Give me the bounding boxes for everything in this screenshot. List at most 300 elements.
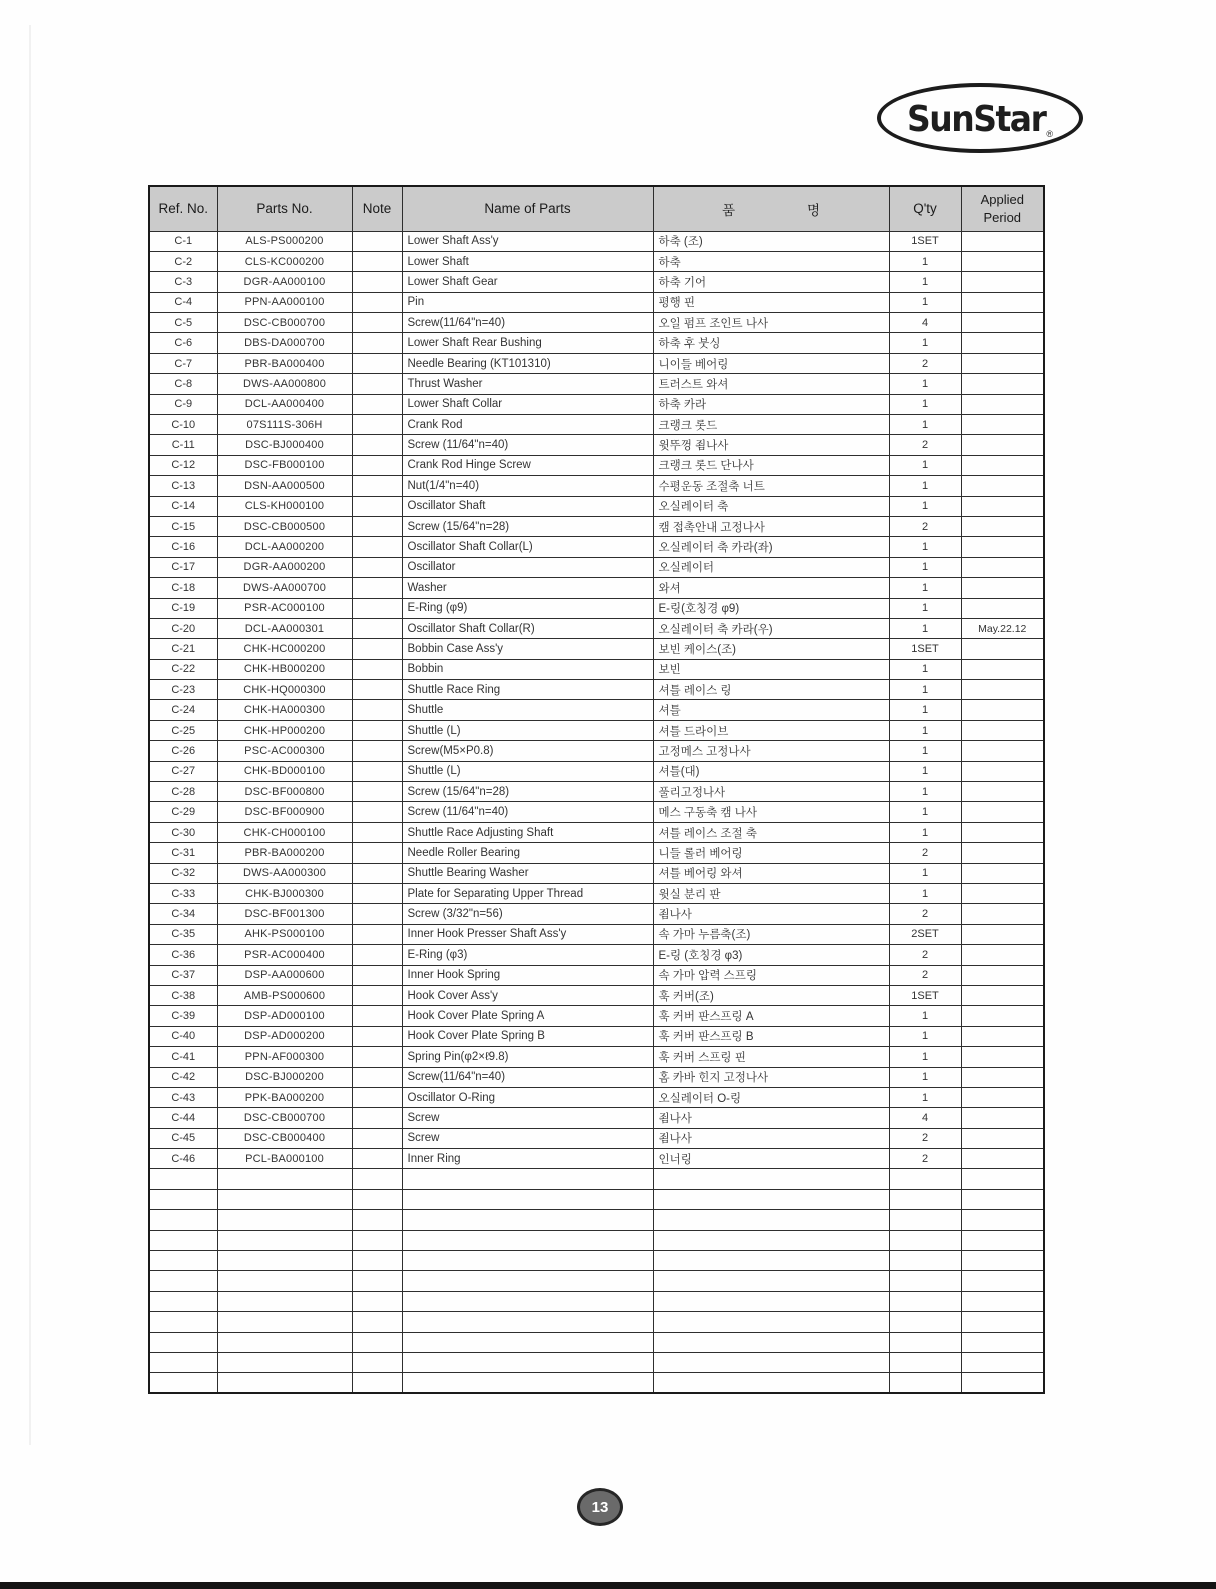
cell-note	[352, 394, 402, 414]
cell-korean-name	[653, 1312, 889, 1332]
cell-qty: 1	[889, 782, 961, 802]
cell-qty: 1	[889, 1047, 961, 1067]
cell-parts-no: DSP-AD000200	[217, 1026, 352, 1046]
cell-note	[352, 863, 402, 883]
cell-name-of-parts: Hook Cover Plate Spring B	[402, 1026, 653, 1046]
cell-note	[352, 1006, 402, 1026]
cell-applied-period	[961, 1108, 1044, 1128]
cell-qty	[889, 1332, 961, 1352]
cell-name-of-parts: Plate for Separating Upper Thread	[402, 884, 653, 904]
cell-applied-period	[961, 1169, 1044, 1189]
cell-note	[352, 353, 402, 373]
table-row	[149, 1189, 1044, 1209]
cell-ref-no: C-22	[149, 659, 217, 679]
cell-korean-name	[653, 1271, 889, 1291]
cell-name-of-parts: Hook Cover Ass'y	[402, 985, 653, 1005]
cell-name-of-parts: Shuttle Race Ring	[402, 680, 653, 700]
cell-note	[352, 884, 402, 904]
cell-qty: 1SET	[889, 639, 961, 659]
cell-name-of-parts: Shuttle Race Adjusting Shaft	[402, 822, 653, 842]
cell-applied-period	[961, 720, 1044, 740]
cell-note	[352, 618, 402, 638]
cell-parts-no: CLS-KC000200	[217, 251, 352, 271]
cell-qty: 1	[889, 251, 961, 271]
cell-note	[352, 843, 402, 863]
cell-ref-no: C-15	[149, 516, 217, 536]
cell-qty: 1SET	[889, 231, 961, 251]
cell-qty: 1	[889, 700, 961, 720]
cell-note	[352, 231, 402, 251]
cell-ref-no: C-27	[149, 761, 217, 781]
cell-ref-no: C-3	[149, 272, 217, 292]
cell-ref-no	[149, 1291, 217, 1311]
cell-applied-period	[961, 802, 1044, 822]
table-row	[149, 945, 1044, 965]
cell-note	[352, 251, 402, 271]
cell-name-of-parts: Screw(11/64"n=40)	[402, 313, 653, 333]
parts-table	[148, 185, 1045, 1394]
cell-applied-period	[961, 394, 1044, 414]
cell-name-of-parts: Spring Pin(φ2×ℓ9.8)	[402, 1047, 653, 1067]
table-row	[149, 374, 1044, 394]
cell-note	[352, 598, 402, 618]
cell-note	[352, 1087, 402, 1107]
cell-ref-no: C-45	[149, 1128, 217, 1148]
col-header-name-of-parts: Name of Parts	[402, 186, 653, 231]
cell-korean-name: 훅 커버 판스프링 B	[653, 1026, 889, 1046]
cell-applied-period	[961, 435, 1044, 455]
cell-korean-name: 보빈	[653, 659, 889, 679]
cell-korean-name: 메스 구동축 캠 나사	[653, 802, 889, 822]
page-number: 13	[591, 1498, 609, 1516]
cell-ref-no: C-29	[149, 802, 217, 822]
cell-note	[352, 272, 402, 292]
cell-ref-no	[149, 1352, 217, 1372]
cell-qty: 1	[889, 537, 961, 557]
cell-korean-name	[653, 1169, 889, 1189]
cell-korean-name: 니이들 베어링	[653, 353, 889, 373]
cell-applied-period	[961, 741, 1044, 761]
cell-ref-no	[149, 1373, 217, 1393]
cell-korean-name: 캠 접촉안내 고정나사	[653, 516, 889, 536]
cell-applied-period	[961, 863, 1044, 883]
table-row	[149, 1047, 1044, 1067]
cell-parts-no: CHK-HB000200	[217, 659, 352, 679]
cell-parts-no: DWS-AA000300	[217, 863, 352, 883]
cell-parts-no: DSC-BJ000200	[217, 1067, 352, 1087]
scan-artifact-line	[29, 25, 31, 1445]
cell-name-of-parts: Screw(M5×P0.8)	[402, 741, 653, 761]
cell-qty: 1	[889, 292, 961, 312]
sunstar-logo-text: SunStar	[907, 96, 1046, 140]
cell-qty: 1	[889, 496, 961, 516]
cell-qty: 1	[889, 598, 961, 618]
cell-name-of-parts: Oscillator Shaft	[402, 496, 653, 516]
cell-korean-name: 하축 후 붓싱	[653, 333, 889, 353]
cell-ref-no: C-6	[149, 333, 217, 353]
cell-note	[352, 537, 402, 557]
cell-applied-period	[961, 374, 1044, 394]
table-row	[149, 863, 1044, 883]
cell-korean-name: 하축 (조)	[653, 231, 889, 251]
cell-applied-period	[961, 965, 1044, 985]
cell-note	[352, 945, 402, 965]
cell-name-of-parts: Thrust Washer	[402, 374, 653, 394]
cell-name-of-parts: Bobbin	[402, 659, 653, 679]
cell-qty: 4	[889, 313, 961, 333]
cell-name-of-parts: Screw	[402, 1108, 653, 1128]
cell-qty: 1	[889, 1087, 961, 1107]
cell-ref-no: C-39	[149, 1006, 217, 1026]
table-row	[149, 1108, 1044, 1128]
sunstar-logo	[877, 83, 1083, 153]
cell-applied-period	[961, 1352, 1044, 1372]
cell-parts-no: DSC-BF001300	[217, 904, 352, 924]
table-row	[149, 598, 1044, 618]
cell-ref-no: C-7	[149, 353, 217, 373]
cell-applied-period	[961, 476, 1044, 496]
cell-note	[352, 1332, 402, 1352]
cell-parts-no: DSP-AA000600	[217, 965, 352, 985]
cell-applied-period	[961, 1271, 1044, 1291]
cell-ref-no: C-26	[149, 741, 217, 761]
cell-ref-no: C-35	[149, 924, 217, 944]
cell-korean-name: 셔틀	[653, 700, 889, 720]
cell-parts-no: DGR-AA000200	[217, 557, 352, 577]
cell-note	[352, 822, 402, 842]
cell-name-of-parts: Oscillator Shaft Collar(R)	[402, 618, 653, 638]
cell-note	[352, 985, 402, 1005]
cell-ref-no	[149, 1230, 217, 1250]
cell-name-of-parts	[402, 1373, 653, 1393]
cell-qty: 2	[889, 843, 961, 863]
cell-ref-no: C-8	[149, 374, 217, 394]
cell-qty	[889, 1373, 961, 1393]
cell-korean-name: 죔나사	[653, 1108, 889, 1128]
cell-korean-name: 보빈 케이스(조)	[653, 639, 889, 659]
cell-qty: 1	[889, 1067, 961, 1087]
cell-name-of-parts: Crank Rod	[402, 415, 653, 435]
cell-name-of-parts	[402, 1271, 653, 1291]
cell-note	[352, 1128, 402, 1148]
cell-parts-no	[217, 1230, 352, 1250]
cell-name-of-parts: Hook Cover Plate Spring A	[402, 1006, 653, 1026]
cell-note	[352, 292, 402, 312]
table-row	[149, 333, 1044, 353]
cell-korean-name	[653, 1189, 889, 1209]
cell-qty: 4	[889, 1108, 961, 1128]
cell-parts-no: DWS-AA000700	[217, 578, 352, 598]
korean-title-right: 명	[807, 202, 821, 218]
cell-applied-period	[961, 272, 1044, 292]
cell-qty: 1	[889, 1026, 961, 1046]
cell-note	[352, 1230, 402, 1250]
cell-note	[352, 333, 402, 353]
cell-parts-no: PSR-AC000100	[217, 598, 352, 618]
cell-parts-no: DSC-CB000700	[217, 313, 352, 333]
cell-qty: 1	[889, 680, 961, 700]
table-row	[149, 516, 1044, 536]
cell-qty: 2SET	[889, 924, 961, 944]
cell-parts-no: AMB-PS000600	[217, 985, 352, 1005]
cell-applied-period	[961, 843, 1044, 863]
cell-name-of-parts: Oscillator Shaft Collar(L)	[402, 537, 653, 557]
cell-qty: 1	[889, 394, 961, 414]
cell-korean-name: 훅 커버(조)	[653, 985, 889, 1005]
cell-korean-name: 하축 카라	[653, 394, 889, 414]
cell-korean-name: 와셔	[653, 578, 889, 598]
cell-applied-period	[961, 415, 1044, 435]
cell-note	[352, 516, 402, 536]
cell-qty: 2	[889, 965, 961, 985]
cell-name-of-parts	[402, 1332, 653, 1352]
cell-name-of-parts	[402, 1230, 653, 1250]
cell-note	[352, 1189, 402, 1209]
cell-korean-name: E-링(호칭경 φ9)	[653, 598, 889, 618]
cell-applied-period	[961, 1332, 1044, 1352]
cell-korean-name: 풀리고정나사	[653, 782, 889, 802]
cell-name-of-parts: Screw	[402, 1128, 653, 1148]
cell-ref-no	[149, 1169, 217, 1189]
cell-ref-no: C-10	[149, 415, 217, 435]
cell-note	[352, 924, 402, 944]
cell-ref-no: C-2	[149, 251, 217, 271]
table-row	[149, 231, 1044, 251]
cell-parts-no: PBR-BA000200	[217, 843, 352, 863]
cell-ref-no: C-23	[149, 680, 217, 700]
table-row	[149, 313, 1044, 333]
cell-parts-no: CHK-HA000300	[217, 700, 352, 720]
cell-name-of-parts	[402, 1312, 653, 1332]
cell-applied-period	[961, 822, 1044, 842]
cell-parts-no: DBS-DA000700	[217, 333, 352, 353]
cell-parts-no: DSC-BJ000400	[217, 435, 352, 455]
table-header-row	[149, 186, 1044, 231]
cell-name-of-parts	[402, 1291, 653, 1311]
cell-parts-no: CHK-CH000100	[217, 822, 352, 842]
cell-korean-name: 오실레이터 O-링	[653, 1087, 889, 1107]
cell-korean-name	[653, 1210, 889, 1230]
col-header-note: Note	[352, 186, 402, 231]
cell-ref-no: C-13	[149, 476, 217, 496]
table-row	[149, 782, 1044, 802]
cell-korean-name: 오실레이터	[653, 557, 889, 577]
registered-trademark-mark: ®	[1046, 129, 1053, 139]
cell-qty: 1	[889, 618, 961, 638]
cell-name-of-parts: Nut(1/4"n=40)	[402, 476, 653, 496]
cell-applied-period	[961, 1006, 1044, 1026]
cell-korean-name	[653, 1352, 889, 1372]
cell-korean-name: 크랭크 롯드 단나사	[653, 455, 889, 475]
cell-note	[352, 1047, 402, 1067]
cell-parts-no	[217, 1312, 352, 1332]
cell-note	[352, 1291, 402, 1311]
cell-qty: 1	[889, 578, 961, 598]
cell-applied-period	[961, 1291, 1044, 1311]
cell-name-of-parts: Screw (3/32"n=56)	[402, 904, 653, 924]
cell-applied-period	[961, 1026, 1044, 1046]
cell-ref-no: C-32	[149, 863, 217, 883]
cell-note	[352, 1108, 402, 1128]
cell-name-of-parts: Lower Shaft Collar	[402, 394, 653, 414]
cell-korean-name: 훅 커버 스프링 핀	[653, 1047, 889, 1067]
cell-korean-name	[653, 1291, 889, 1311]
cell-ref-no: C-1	[149, 231, 217, 251]
cell-applied-period	[961, 680, 1044, 700]
table-row	[149, 1332, 1044, 1352]
cell-ref-no: C-36	[149, 945, 217, 965]
cell-note	[352, 1169, 402, 1189]
cell-name-of-parts: Inner Ring	[402, 1149, 653, 1169]
cell-applied-period	[961, 700, 1044, 720]
table-row	[149, 884, 1044, 904]
cell-parts-no: DSC-CB000500	[217, 516, 352, 536]
cell-korean-name: 죔나사	[653, 904, 889, 924]
cell-qty: 2	[889, 1128, 961, 1148]
cell-ref-no	[149, 1332, 217, 1352]
cell-ref-no: C-17	[149, 557, 217, 577]
col-header-applied-period: Applied Period	[961, 186, 1044, 231]
cell-ref-no: C-21	[149, 639, 217, 659]
cell-qty: 1	[889, 455, 961, 475]
cell-note	[352, 904, 402, 924]
cell-parts-no: DGR-AA000100	[217, 272, 352, 292]
cell-korean-name: 셔틀 레이스 조절 축	[653, 822, 889, 842]
cell-parts-no: CHK-BD000100	[217, 761, 352, 781]
cell-ref-no	[149, 1251, 217, 1271]
cell-parts-no: DSP-AD000100	[217, 1006, 352, 1026]
cell-parts-no	[217, 1291, 352, 1311]
cell-note	[352, 1312, 402, 1332]
cell-parts-no: CHK-BJ000300	[217, 884, 352, 904]
cell-qty: 1SET	[889, 985, 961, 1005]
cell-note	[352, 659, 402, 679]
cell-note	[352, 415, 402, 435]
cell-qty: 1	[889, 761, 961, 781]
table-row	[149, 904, 1044, 924]
cell-korean-name: 윗실 분리 판	[653, 884, 889, 904]
cell-ref-no: C-24	[149, 700, 217, 720]
cell-korean-name: 윗뚜껑 죔나사	[653, 435, 889, 455]
cell-parts-no	[217, 1251, 352, 1271]
table-row	[149, 802, 1044, 822]
cell-parts-no: 07S111S-306H	[217, 415, 352, 435]
cell-name-of-parts: Shuttle (L)	[402, 720, 653, 740]
cell-parts-no: PBR-BA000400	[217, 353, 352, 373]
table-row	[149, 639, 1044, 659]
scan-bottom-edge	[0, 1582, 1216, 1589]
cell-applied-period	[961, 1373, 1044, 1393]
cell-applied-period	[961, 1312, 1044, 1332]
cell-parts-no: DSC-CB000400	[217, 1128, 352, 1148]
table-row	[149, 985, 1044, 1005]
cell-parts-no: ALS-PS000200	[217, 231, 352, 251]
cell-korean-name: 오실레이터 축 카라(우)	[653, 618, 889, 638]
cell-qty: 1	[889, 374, 961, 394]
cell-ref-no: C-18	[149, 578, 217, 598]
cell-korean-name: 훅 커버 판스프링 A	[653, 1006, 889, 1026]
cell-ref-no: C-46	[149, 1149, 217, 1169]
col-header-korean-name	[653, 186, 889, 231]
cell-note	[352, 639, 402, 659]
cell-qty: 1	[889, 884, 961, 904]
table-row	[149, 476, 1044, 496]
cell-note	[352, 557, 402, 577]
cell-korean-name: 평행 핀	[653, 292, 889, 312]
cell-note	[352, 496, 402, 516]
table-row	[149, 557, 1044, 577]
cell-parts-no	[217, 1271, 352, 1291]
cell-ref-no: C-44	[149, 1108, 217, 1128]
cell-qty	[889, 1169, 961, 1189]
cell-note	[352, 720, 402, 740]
cell-note	[352, 1352, 402, 1372]
cell-parts-no: DSC-BF000800	[217, 782, 352, 802]
cell-korean-name: 셔틀 드라이브	[653, 720, 889, 740]
cell-ref-no: C-41	[149, 1047, 217, 1067]
cell-applied-period	[961, 1251, 1044, 1271]
cell-qty	[889, 1189, 961, 1209]
parts-table-body	[149, 231, 1044, 1393]
table-row	[149, 251, 1044, 271]
cell-applied-period	[961, 1067, 1044, 1087]
cell-qty: 2	[889, 435, 961, 455]
cell-ref-no: C-40	[149, 1026, 217, 1046]
cell-ref-no	[149, 1189, 217, 1209]
table-row	[149, 415, 1044, 435]
table-row	[149, 272, 1044, 292]
table-row	[149, 1210, 1044, 1230]
table-row	[149, 618, 1044, 638]
cell-parts-no: DSN-AA000500	[217, 476, 352, 496]
cell-note	[352, 782, 402, 802]
cell-applied-period	[961, 1047, 1044, 1067]
cell-ref-no: C-4	[149, 292, 217, 312]
cell-qty	[889, 1210, 961, 1230]
cell-note	[352, 1373, 402, 1393]
cell-note	[352, 761, 402, 781]
cell-note	[352, 965, 402, 985]
cell-qty: 1	[889, 415, 961, 435]
cell-applied-period	[961, 985, 1044, 1005]
cell-parts-no: PSR-AC000400	[217, 945, 352, 965]
cell-parts-no: CLS-KH000100	[217, 496, 352, 516]
cell-name-of-parts: Screw (11/64"n=40)	[402, 435, 653, 455]
cell-korean-name: 니들 롤러 베어링	[653, 843, 889, 863]
cell-parts-no: DSC-BF000900	[217, 802, 352, 822]
cell-korean-name: 죔나사	[653, 1128, 889, 1148]
cell-note	[352, 1067, 402, 1087]
cell-ref-no	[149, 1312, 217, 1332]
cell-name-of-parts: Inner Hook Spring	[402, 965, 653, 985]
cell-applied-period	[961, 557, 1044, 577]
page-number-badge	[577, 1488, 623, 1526]
cell-name-of-parts: E-Ring (φ3)	[402, 945, 653, 965]
cell-qty: 1	[889, 741, 961, 761]
cell-name-of-parts	[402, 1189, 653, 1209]
table-row	[149, 1169, 1044, 1189]
cell-parts-no: DCL-AA000200	[217, 537, 352, 557]
cell-korean-name: 하축 기어	[653, 272, 889, 292]
cell-ref-no: C-5	[149, 313, 217, 333]
table-row	[149, 353, 1044, 373]
cell-applied-period	[961, 1128, 1044, 1148]
cell-qty: 2	[889, 516, 961, 536]
cell-parts-no: DCL-AA000400	[217, 394, 352, 414]
cell-qty	[889, 1230, 961, 1250]
cell-qty: 1	[889, 272, 961, 292]
cell-note	[352, 680, 402, 700]
